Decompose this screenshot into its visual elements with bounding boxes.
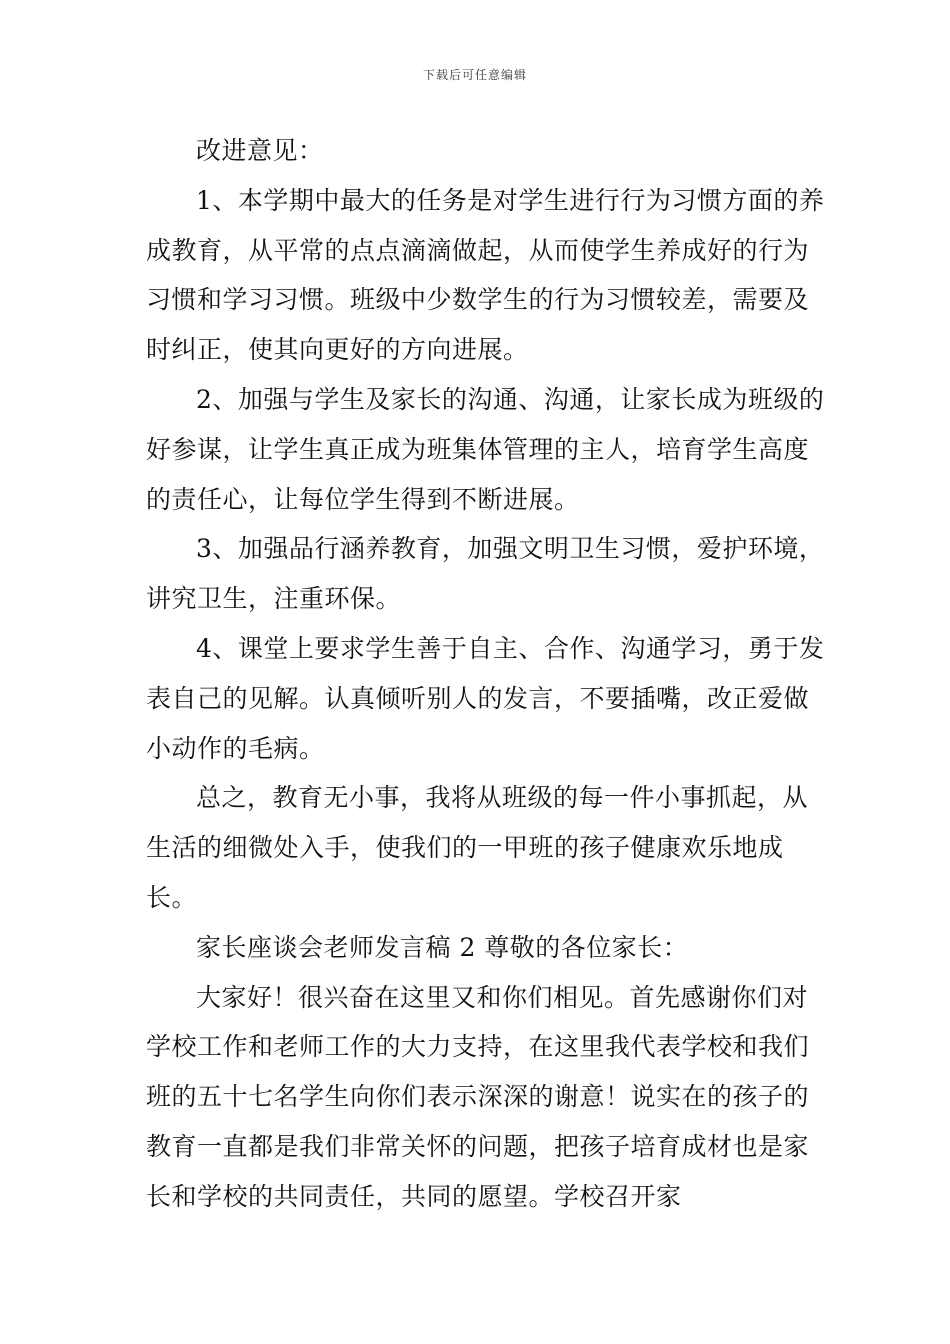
paragraph-item-1: 1、本学期中最大的任务是对学生进行行为习惯方面的养成教育，从平常的点点滴滴做起，从而使学生养成好的行为习惯和学习习惯。班级中少数学生的行为习惯较差，需要及时纠正，使其向更好的方向进展。	[146, 185, 825, 365]
paragraph-summary: 总之，教育无小事，我将从班级的每一件小事抓起，从生活的细微处入手，使我们的一甲班的孩子健康欢乐地成长。	[146, 783, 809, 912]
document-body	[146, 126, 826, 1222]
paragraph-speech-title: 家长座谈会老师发言稿 2 尊敬的各位家长：	[196, 932, 689, 962]
paragraph-item-2: 2、加强与学生及家长的沟通、沟通，让家长成为班级的好参谋，让学生真正成为班集体管理的主人，培育学生高度的责任心，让每位学生得到不断进展。	[146, 384, 825, 514]
page-header: 下载后可任意编辑	[422, 68, 527, 82]
paragraph-improvement-heading: 改进意见：	[196, 136, 324, 165]
paragraph-greeting: 大家好！很兴奋在这里又和你们相见。首先感谢你们对学校工作和老师工作的大力支持，在这里我代表学校和我们班的五十七名学生向你们表示深深的谢意！说实在的孩子的教育一直都是我们非常关怀的问题，把孩子培育成材也是家长和学校的共同责任，共同的愿望。学校召开家	[146, 982, 810, 1211]
paragraph-item-3: 3、加强品行涵养教育，加强文明卫生习惯，爱护环境，讲究卫生，注重环保。	[146, 534, 825, 614]
paragraph-item-4: 4、课堂上要求学生善于自主、合作、沟通学习，勇于发表自己的见解。认真倾听别人的发言，不要插嘴，改正爱做小动作的毛病。	[146, 633, 825, 763]
